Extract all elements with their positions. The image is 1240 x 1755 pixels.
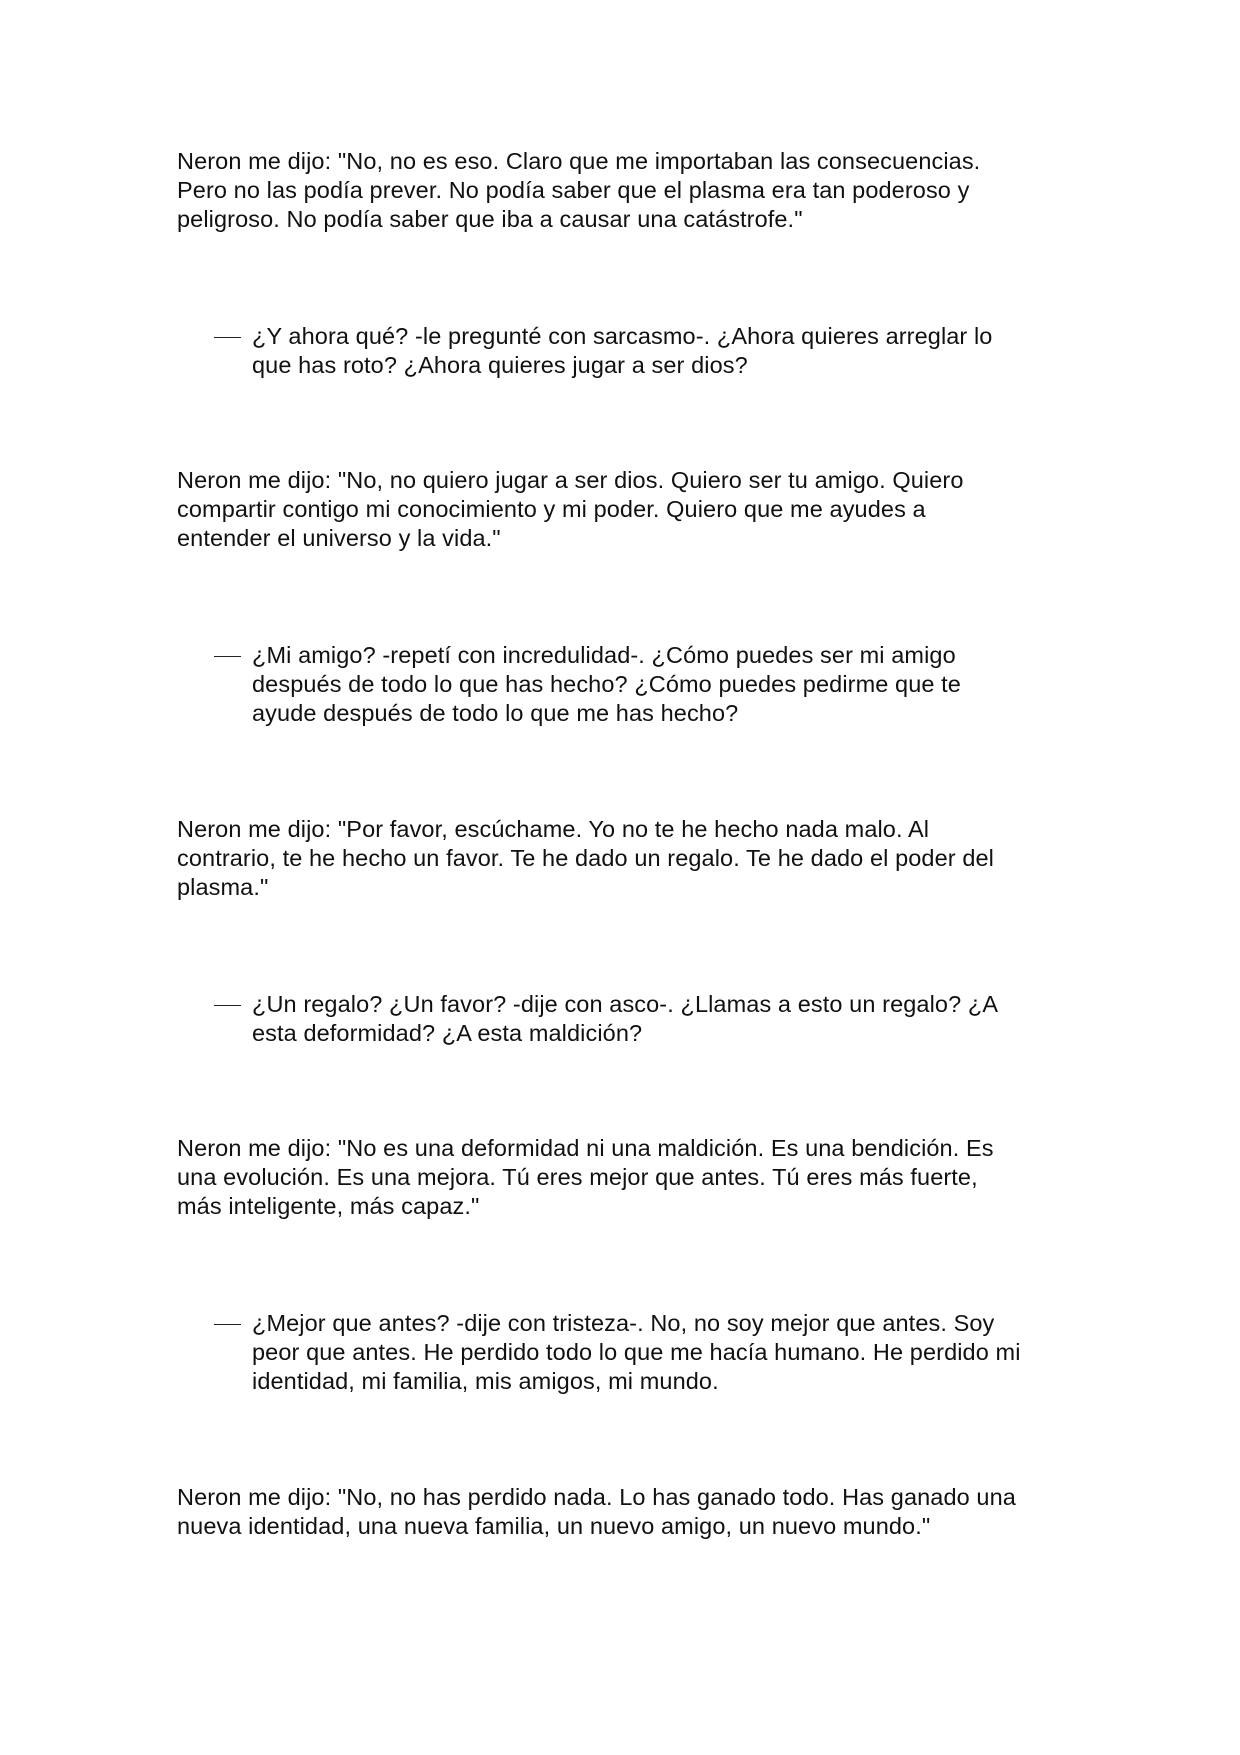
text-line: contrario, te he hecho un favor. Te he dado un regalo. Te he dado el poder del [177, 845, 994, 871]
text-line: Neron me dijo: "No, no es eso. Claro que me importaban las consecuencias. [177, 148, 981, 174]
narration-paragraph [177, 466, 1077, 553]
text-line: una evolución. Es una mejora. Tú eres mejor que antes. Tú eres más fuerte, [177, 1164, 978, 1190]
text-line: compartir contigo mi conocimiento y mi poder. Quiero que me ayudes a [177, 496, 926, 522]
dialogue-dash [214, 1324, 241, 1325]
text-line: Neron me dijo: "No es una deformidad ni una maldición. Es una bendición. Es [177, 1135, 994, 1161]
text-line: Neron me dijo: "No, no has perdido nada. Lo has ganado todo. Has ganado una [177, 1484, 1016, 1510]
text-line: nueva identidad, una nueva familia, un nuevo amigo, un nuevo mundo." [177, 1513, 931, 1539]
text-line: peligroso. No podía saber que iba a causar una catástrofe." [177, 206, 803, 232]
text-line: ¿Y ahora qué? -le pregunté con sarcasmo-. ¿Ahora quieres arreglar lo [252, 323, 993, 349]
text-line: ¿Mejor que antes? -dije con tristeza-. No, no soy mejor que antes. Soy [252, 1310, 995, 1336]
dialogue-paragraph [214, 1309, 1084, 1396]
text-line: Neron me dijo: "Por favor, escúchame. Yo no te he hecho nada malo. Al [177, 816, 930, 842]
narration-paragraph [177, 1134, 1077, 1221]
text-line: peor que antes. He perdido todo lo que me hacía humano. He perdido mi [252, 1339, 1021, 1365]
text-line: ayude después de todo lo que me has hecho? [252, 700, 739, 726]
dialogue-dash [214, 1005, 241, 1006]
dialogue-paragraph [214, 641, 1084, 728]
text-line: Neron me dijo: "No, no quiero jugar a ser dios. Quiero ser tu amigo. Quiero [177, 467, 964, 493]
text-line: más inteligente, más capaz." [177, 1193, 480, 1219]
dialogue-paragraph [214, 322, 1084, 380]
text-line: que has roto? ¿Ahora quieres jugar a ser dios? [252, 352, 748, 378]
dialogue-dash [214, 656, 241, 657]
text-line: ¿Mi amigo? -repetí con incredulidad-. ¿Cómo puedes ser mi amigo [252, 642, 956, 668]
narration-paragraph [177, 1483, 1077, 1541]
text-line: Pero no las podía prever. No podía saber que el plasma era tan poderoso y [177, 177, 970, 203]
narration-paragraph [177, 147, 1077, 234]
dialogue-dash [214, 337, 241, 338]
text-line: esta deformidad? ¿A esta maldición? [252, 1020, 643, 1046]
dialogue-paragraph [214, 990, 1084, 1048]
text-line: después de todo lo que has hecho? ¿Cómo puedes pedirme que te [252, 671, 961, 697]
text-line: plasma." [177, 874, 269, 900]
text-line: entender el universo y la vida." [177, 525, 501, 551]
text-line: ¿Un regalo? ¿Un favor? -dije con asco-. ¿Llamas a esto un regalo? ¿A [252, 991, 999, 1017]
narration-paragraph [177, 815, 1077, 902]
text-line: identidad, mi familia, mis amigos, mi mundo. [252, 1368, 719, 1394]
